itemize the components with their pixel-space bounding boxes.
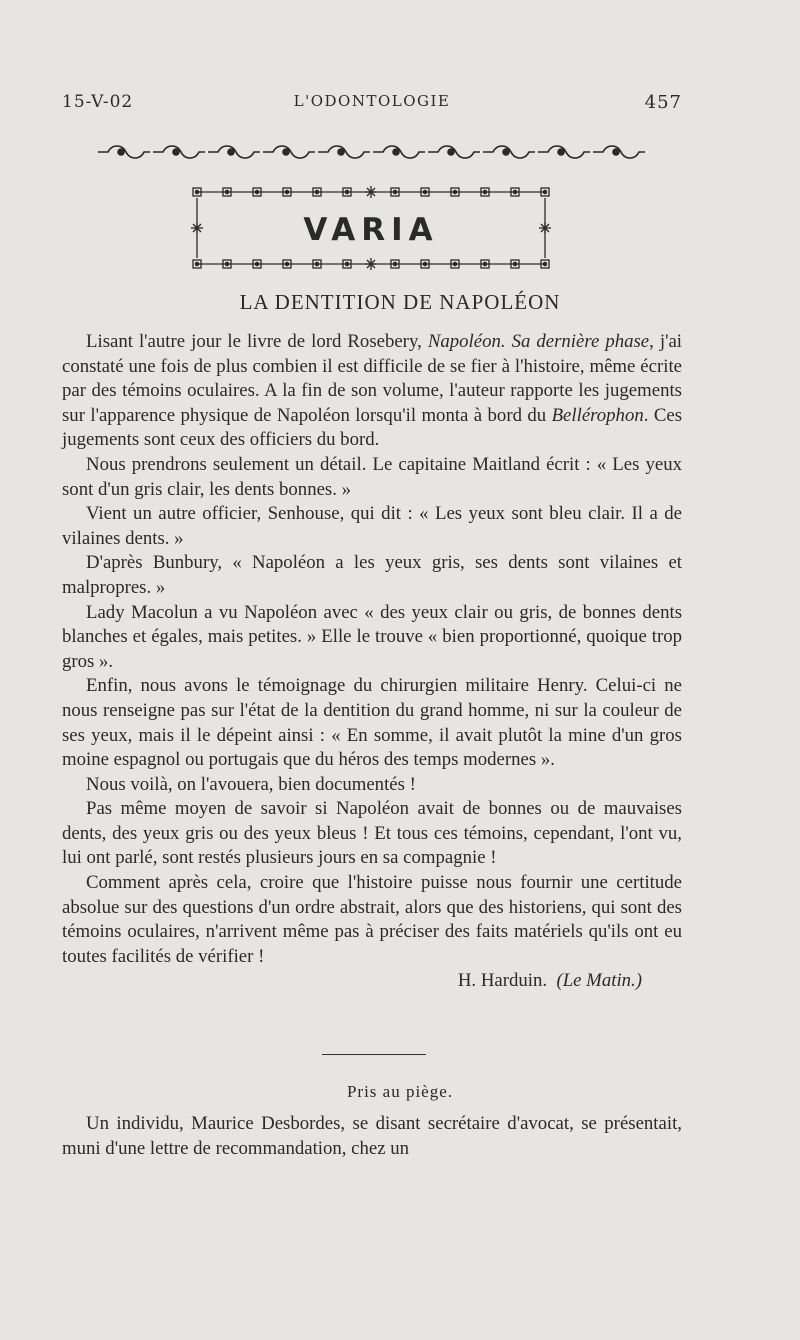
paragraph: Nous voilà, on l'avouera, bien documentés ! xyxy=(86,773,416,795)
page-number: 457 xyxy=(644,92,682,113)
paragraph: Lady Macolun a vu Napoléon avec « des yeux clair ou gris, de bonnes dents blanches et égales, mais petites. » Elle le trouve « bien proportionné, quoique trop gros ». xyxy=(62,601,682,672)
signature xyxy=(62,969,682,994)
journal-title: L'ODONTOLOGIE xyxy=(293,92,451,110)
divider-rule xyxy=(322,1054,426,1055)
ship-name: Bellérophon xyxy=(551,404,644,426)
ornament-dot xyxy=(448,149,454,155)
ornament-dot xyxy=(228,149,234,155)
author-name: H. Harduin. xyxy=(457,970,548,992)
paragraph: Nous prendrons seulement un détail. Le capitaine Maitland écrit : « Les yeux sont d'un gris clair, les dents bonnes. » xyxy=(62,453,682,500)
paragraph: Pas même moyen de savoir si Napoléon avait de bonnes ou de mauvaises dents, des yeux gris ou des yeux bleus ! Et tous ces témoins, cependant, l'ont vu, lui ont parlé, sont restés plusieurs jours en sa compagnie ! xyxy=(62,798,682,869)
paragraph: Un individu, Maurice Desbordes, se disant secrétaire d'avocat, se présentait, muni d'une lettre de recommandation, chez un xyxy=(62,1113,682,1159)
article-body-2 xyxy=(62,1112,682,1161)
paragraph: D'après Bunbury, « Napoléon a les yeux gris, ses dents sont vilaines et malpropres. » xyxy=(62,552,682,598)
ornament-dot xyxy=(338,149,344,155)
running-head xyxy=(62,92,682,116)
paragraph: Comment après cela, croire que l'histoire puisse nous fournir une certitude absolue sur des questions d'un ordre abstrait, alors que des historiens, qui sont des témoins oculaires, n'arrivent même pas à préciser des faits matériels qu'ils ont eu toutes facilités de vérifier ! xyxy=(62,872,682,967)
section-heading: VARIA xyxy=(303,212,439,248)
source: (Le Matin.) xyxy=(556,970,642,992)
article-body xyxy=(62,330,682,994)
article-title-2: Pris au piège. xyxy=(346,1082,454,1101)
ornament-dot xyxy=(173,149,179,155)
paragraph: Lisant l'autre jour le livre de lord Rosebery, Napoléon. Sa dernière phase, j'ai constaté une fois de plus combien il est difficile de se fier à l'histoire, même écrite par des témoins oculaires. A la fin de son volume, l'auteur rapporte les jugements sur l'apparence physique de Napoléon lorsqu'il monta à bord du Bellérophon. Ces jugements sont ceux des officiers du bord. xyxy=(62,331,683,451)
ornament-dot xyxy=(118,149,124,155)
ornamental-border-top xyxy=(92,142,652,162)
article-title: LA DENTITION DE NAPOLÉON xyxy=(239,290,561,314)
ornament-dot xyxy=(283,149,289,155)
book-title: Napoléon. Sa dernière phase xyxy=(427,331,650,352)
paragraph: Vient un autre officier, Senhouse, qui dit : « Les yeux sont bleu clair. Il a de vilaines dents. » xyxy=(62,503,682,549)
issue-date: 15-V-02 xyxy=(62,92,134,112)
ornament-dot xyxy=(393,149,399,155)
paragraph: Enfin, nous avons le témoignage du chirurgien militaire Henry. Celui-ci ne nous renseigne pas sur l'état de la dentition du grand homme, ni sur la couleur de ses yeux, mais il le dépeint ainsi : « En somme, il avait plutôt la mine d'un gros moine espagnol ou portugais que du héros des temps modernes ». xyxy=(62,675,682,771)
ornament-dot xyxy=(558,149,564,155)
ornament-dot xyxy=(503,149,509,155)
ornament-dot xyxy=(613,149,619,155)
varia-frame-text xyxy=(185,182,557,274)
